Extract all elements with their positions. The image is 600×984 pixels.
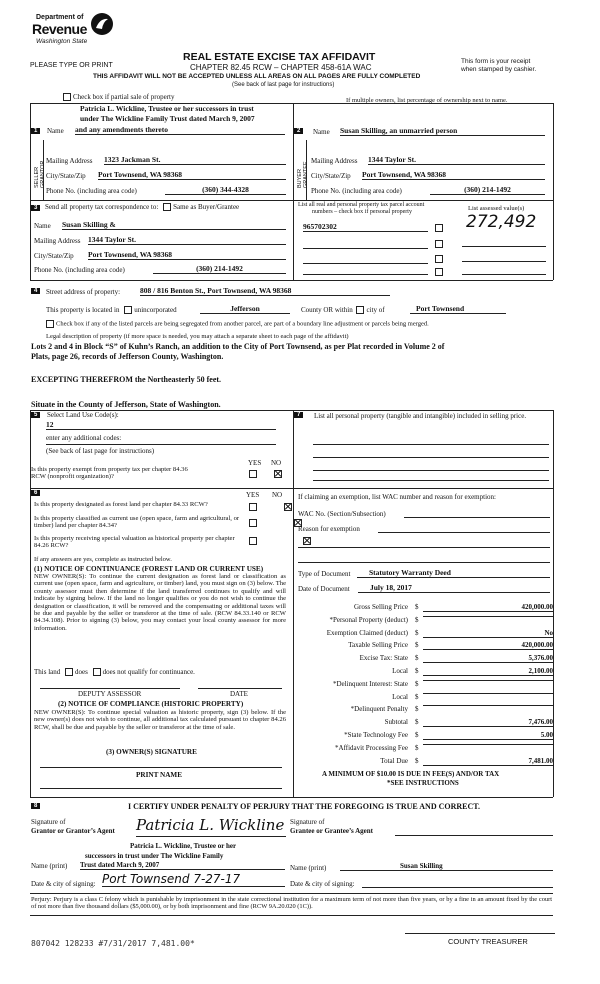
calc-row bbox=[295, 641, 553, 652]
perjury-notice: Perjury: Perjury is a class C felony which is punishable by imprisonment in the state correctional institution for a maximum term of not more than five years, or by a fine in an amount fixed by the court of not more than five thousand dollars ($5,000.00), or by both imprisonment and fine (RCW 9A.20.020 (1C)). bbox=[31, 896, 552, 911]
buyer-city-field[interactable]: Port Townsend, WA 98368 bbox=[362, 170, 545, 180]
calc-row-value[interactable]: 7,481.00 bbox=[423, 757, 553, 766]
land-use-section-number: 5 bbox=[31, 410, 40, 418]
calc-row bbox=[295, 744, 553, 755]
personal-property-line-2[interactable] bbox=[313, 449, 549, 458]
certify-section-number: 8 bbox=[31, 801, 40, 809]
grantor-print-2: successors in trust under The Wickline Family bbox=[85, 852, 224, 860]
grantor-sig-label-2: Grantor or Grantor’s Agent bbox=[31, 827, 115, 835]
section6-number: 6 bbox=[31, 488, 40, 496]
city-field[interactable]: Port Townsend bbox=[410, 304, 506, 314]
calc-row-currency: $ bbox=[415, 654, 419, 663]
buyer-mailing-field[interactable]: 1344 Taylor St. bbox=[368, 155, 545, 165]
parcels-header-2: numbers – check box if personal property bbox=[312, 209, 412, 215]
legal-desc-3: EXCEPTING THEREFROM the Northeasterly 50 feet. bbox=[31, 375, 222, 384]
grantor-print-1: Patricia L. Wickline, Trustee or her bbox=[130, 842, 237, 850]
multiple-owners-note: If multiple owners, list percentage of ownership next to name. bbox=[346, 97, 508, 104]
grantor-date-city-label: Date & city of signing: bbox=[31, 880, 96, 888]
parcel-number-3[interactable] bbox=[303, 255, 428, 264]
assessor-date-label: DATE bbox=[230, 690, 248, 698]
parcel-number-2[interactable] bbox=[303, 240, 428, 249]
grantee-date-city-field[interactable] bbox=[362, 879, 553, 888]
s6-yes-header: YES bbox=[246, 491, 260, 499]
calc-row-label: *Personal Property (deduct) bbox=[329, 615, 408, 624]
calc-row bbox=[295, 603, 553, 614]
partial-sale-label: Check box if partial sale of property bbox=[73, 93, 175, 101]
grantor-date-city-field[interactable]: Port Townsend 7-27-17 bbox=[102, 872, 285, 887]
calc-row bbox=[295, 616, 553, 627]
cashier-stamp: 807042 128233 #7/31/2017 7,481.00* bbox=[31, 939, 195, 948]
logo-state: Washington State bbox=[36, 38, 88, 45]
personal-property-line-4[interactable] bbox=[313, 474, 549, 481]
same-as-buyer-checkbox[interactable] bbox=[163, 203, 171, 211]
assessed-value-4[interactable] bbox=[462, 268, 546, 275]
calc-row-label: *Delinquent Interest: State bbox=[332, 679, 408, 688]
calc-row-currency: $ bbox=[415, 743, 419, 752]
calc-row-label: *State Technology Fee bbox=[344, 731, 408, 739]
located-row: This property is located in unincorporated bbox=[46, 306, 177, 314]
notice2-title: (2) NOTICE OF COMPLIANCE (HISTORIC PROPERTY) bbox=[58, 700, 244, 708]
buyer-section-number: 2 bbox=[294, 126, 303, 134]
historic-question: Is this property receiving special valuation as historical property per chapter 84.26 RCW? bbox=[34, 535, 235, 550]
dor-emblem-icon bbox=[90, 12, 114, 36]
deputy-assessor-label: DEPUTY ASSESSOR bbox=[78, 690, 142, 698]
notice2-text: NEW OWNER(S): To continue special valuation as historic property, sign (3) below. If the new owner(s) does not wish to continue, all additional tax calculated pursuant to chapter 84.26 RCW, shall be due and payable by the seller or transferor at the time of sale. bbox=[34, 709, 286, 731]
notice1-title: (1) NOTICE OF CONTINUANCE (FOREST LAND OR CURRENT USE) bbox=[34, 565, 264, 573]
calc-row-value[interactable]: 420,000.00 bbox=[423, 603, 553, 612]
calc-row-value[interactable] bbox=[423, 705, 553, 706]
calc-row bbox=[295, 667, 553, 678]
seller-phone-label: Phone No. (including area code) bbox=[46, 187, 137, 195]
grantee-sig-label-1: Signature of bbox=[290, 818, 325, 826]
receipt-note-1: This form is your receipt bbox=[461, 58, 531, 65]
parcel-number-1[interactable]: 965702302 bbox=[303, 222, 428, 232]
tax-corr-phone-field[interactable]: (360) 214-1492 bbox=[153, 264, 286, 274]
county-treasurer-label: COUNTY TREASURER bbox=[448, 937, 528, 946]
calc-row-currency: $ bbox=[415, 756, 419, 765]
tax-corr-city-label: City/State/Zip bbox=[34, 252, 74, 260]
section7-number: 7 bbox=[294, 410, 303, 418]
forest-question: Is this property designated as forest land per chapter 84.33 RCW? bbox=[34, 501, 208, 508]
seller-phone-field[interactable]: (360) 344-4328 bbox=[165, 185, 286, 195]
owner-signature-label: (3) OWNER(S) SIGNATURE bbox=[106, 748, 197, 756]
assessed-value-1[interactable]: 272,492 bbox=[466, 212, 537, 232]
see-back-note: (See back of last page for instructions) bbox=[232, 82, 335, 88]
calc-row-label: Excise Tax: State bbox=[359, 654, 408, 663]
additional-codes-field[interactable] bbox=[46, 443, 276, 445]
calc-row-value[interactable] bbox=[423, 616, 553, 617]
land-use-code-field[interactable]: 12 bbox=[46, 420, 276, 430]
exempt-no-checkbox[interactable] bbox=[274, 470, 282, 478]
s6-no-header: NO bbox=[272, 491, 283, 499]
dor-logo bbox=[32, 12, 118, 52]
form-title: REAL ESTATE EXCISE TAX AFFIDAVIT bbox=[183, 51, 376, 63]
land-use-no-header: NO bbox=[271, 459, 282, 467]
buyer-phone-field[interactable]: (360) 214-1492 bbox=[430, 185, 545, 195]
owner-signature-field[interactable] bbox=[40, 758, 282, 768]
please-type: PLEASE TYPE OR PRINT bbox=[30, 62, 113, 69]
grantee-sig-label-2: Grantee or Grantee’s Agent bbox=[290, 827, 374, 835]
assessed-value-2[interactable] bbox=[462, 240, 546, 247]
grantor-print-3[interactable]: Trust dated March 9, 2007 bbox=[80, 861, 285, 870]
grantor-sig-label-1: Signature of bbox=[31, 818, 66, 826]
land-use-label: Select Land Use Code(s): bbox=[47, 411, 119, 419]
calc-row bbox=[295, 680, 553, 691]
seller-mailing-field[interactable]: 1323 Jackman St. bbox=[104, 155, 286, 165]
calc-row-label: *Affidavit Processing Fee bbox=[335, 743, 408, 752]
tax-corr-mailing-label: Mailing Address bbox=[34, 237, 81, 245]
grantor-signature[interactable]: Patricia L. Wickline bbox=[136, 816, 285, 834]
calc-row-currency: $ bbox=[415, 718, 419, 727]
reason-label: Reason for exemption bbox=[298, 525, 360, 533]
calc-row bbox=[295, 705, 553, 716]
tax-corr-name-label: Name bbox=[34, 222, 51, 230]
calc-row-currency: $ bbox=[415, 615, 419, 624]
seller-city-label: City/State/Zip bbox=[46, 172, 86, 180]
seller-city-field[interactable]: Port Townsend, WA 98368 bbox=[98, 170, 286, 180]
exemption-label: If claiming an exemption, list WAC number and reason for exemption: bbox=[298, 493, 496, 501]
calc-row bbox=[295, 718, 553, 729]
personal-property-line-3[interactable] bbox=[313, 462, 549, 471]
certify-statement: I CERTIFY UNDER PENALTY OF PERJURY THAT THE FOREGOING IS TRUE AND CORRECT. bbox=[128, 802, 481, 811]
continuance-row: This land does does not qualify for continuance. bbox=[34, 668, 195, 676]
calc-row-currency: $ bbox=[415, 679, 419, 688]
logo-revenue: Revenue bbox=[32, 21, 87, 37]
seller-mailing-label: Mailing Address bbox=[46, 157, 93, 165]
tax-corr-name-field[interactable]: Susan Skilling & bbox=[62, 220, 286, 230]
land-use-yes-header: YES bbox=[248, 459, 262, 467]
form-subtitle: CHAPTER 82.45 RCW – CHAPTER 458-61A WAC bbox=[190, 63, 372, 72]
buyer-name-field[interactable]: Susan Skilling, an unmarried person bbox=[340, 126, 545, 136]
calc-row-label: Gross Selling Price bbox=[353, 603, 408, 611]
calc-row-currency: $ bbox=[415, 692, 419, 701]
calc-row-currency: $ bbox=[415, 628, 419, 637]
segregated-row: Check box if any of the listed parcels are being segregated from another parcel, are part of a boundary line adjustment or parcels being merged. bbox=[46, 320, 429, 328]
land-use-see-back: (See back of last page for instructions) bbox=[46, 447, 155, 455]
tax-corr-mailing-field[interactable]: 1344 Taylor St. bbox=[88, 235, 286, 245]
buyer-phone-label: Phone No. (including area code) bbox=[311, 187, 402, 195]
additional-codes-label: enter any additional codes: bbox=[46, 434, 122, 442]
buyer-mailing-label: Mailing Address bbox=[311, 157, 358, 165]
calc-row bbox=[295, 693, 553, 704]
calc-row-currency: $ bbox=[415, 603, 419, 611]
partial-sale-row[interactable] bbox=[63, 93, 174, 101]
county-or-row: County OR within city of bbox=[301, 306, 385, 314]
assessed-value-3[interactable] bbox=[462, 255, 546, 262]
parcel-2-personal-checkbox[interactable] bbox=[435, 240, 443, 248]
parcel-4-personal-checkbox[interactable] bbox=[435, 268, 443, 276]
form-warning: THIS AFFIDAVIT WILL NOT BE ACCEPTED UNLESS ALL AREAS ON ALL PAGES ARE FULLY COMPLETED bbox=[93, 73, 421, 80]
calc-row-currency: $ bbox=[415, 731, 419, 739]
property-section-number: 4 bbox=[31, 286, 40, 294]
calc-row-currency: $ bbox=[415, 705, 419, 714]
calc-row-label: Taxable Selling Price bbox=[348, 641, 408, 650]
reason-field[interactable] bbox=[378, 523, 550, 533]
does-not-qualify-checkbox[interactable] bbox=[93, 668, 101, 676]
legal-desc-2: Plats, page 26, records of Jefferson County, Washington. bbox=[31, 352, 224, 361]
seller-section-number: 1 bbox=[31, 126, 40, 134]
notice1-text: NEW OWNER(S): To continue the current designation as forest land or classification as current use (open space, farm and agriculture, or timber) land, you must sign on (3) below. The county assessor must then determine if the land transferred continues to qualify and will indicate by signing below. If the land no longer qualifies or you do not wish to continue the designation or classification, it will be removed and the compensating or additional taxes will be due and payable by the seller or transferor at the time of sale. (RCW 84.33.140 or RCW 84.34.108). Prior to signing (3) below, you may contact your local county assessor for more information. bbox=[34, 573, 286, 632]
current-use-question: Is this property classified as current use (open space, farm and agricultural, or timber) land per chapter 84.34? bbox=[34, 515, 240, 530]
doc-date-label: Date of Document bbox=[298, 585, 350, 593]
calc-row-value[interactable]: 2,100.00 bbox=[423, 667, 553, 676]
calc-row-value[interactable]: 420,000.00 bbox=[423, 641, 553, 650]
calc-row-value[interactable]: No bbox=[423, 629, 553, 638]
calc-row bbox=[295, 629, 553, 640]
grantee-signature-field[interactable] bbox=[395, 826, 553, 836]
grantee-name-print-field[interactable]: Susan Skilling bbox=[340, 862, 553, 871]
segregated-checkbox[interactable] bbox=[46, 320, 54, 328]
owner-print-name-field[interactable] bbox=[40, 782, 282, 789]
historic-yes-checkbox[interactable] bbox=[249, 537, 257, 545]
reason-field-2[interactable] bbox=[298, 541, 550, 548]
calc-row bbox=[295, 654, 553, 665]
legal-desc-1: Lots 2 and 4 in Block “S” of Kuhn’s Ranch, an addition to the City of Port Townsend, as per Plat recorded in Volume 2 of bbox=[31, 342, 445, 351]
tax-corr-label: Send all property tax correspondence to: Same as Buyer/Grantee bbox=[45, 203, 240, 211]
forest-no-checkbox[interactable] bbox=[284, 503, 292, 511]
grantor-name-print-label: Name (print) bbox=[31, 862, 68, 870]
wac-field[interactable] bbox=[404, 508, 550, 518]
calc-row-label: Exemption Claimed (deduct) bbox=[326, 628, 408, 637]
if-yes-note: If any answers are yes, complete as instructed below. bbox=[34, 556, 172, 563]
calc-row-currency: $ bbox=[415, 641, 419, 650]
unincorporated-checkbox[interactable] bbox=[124, 306, 132, 314]
exempt-question: Is this property exempt from property tax per chapter 84.36 RCW (nonprofit organization)? bbox=[31, 466, 188, 481]
personal-property-label: List all personal property (tangible and intangible) included in selling price. bbox=[314, 412, 527, 420]
legal-label: Legal description of property (if more space is needed, you may attach a separate sheet to each page of the affidavit) bbox=[46, 333, 349, 340]
calc-row-value[interactable] bbox=[423, 680, 553, 681]
see-instructions-note: *SEE INSTRUCTIONS bbox=[387, 779, 459, 787]
calc-row bbox=[295, 731, 553, 742]
partial-sale-checkbox[interactable] bbox=[63, 93, 71, 101]
city-of-checkbox[interactable] bbox=[356, 306, 364, 314]
tax-corr-city-field[interactable]: Port Townsend, WA 98368 bbox=[88, 250, 286, 260]
same-as-buyer-label: Same as Buyer/Grantee bbox=[173, 203, 240, 211]
seller-name-line2: under The Wickline Family Trust dated March 9, 2007 bbox=[80, 114, 255, 123]
tax-corr-phone-label: Phone No. (including area code) bbox=[34, 266, 125, 274]
calc-row-value[interactable]: 5,376.00 bbox=[423, 654, 553, 663]
doc-date-field[interactable]: July 18, 2017 bbox=[358, 583, 550, 593]
reason-field-3[interactable] bbox=[298, 556, 550, 563]
tax-corr-section-number: 3 bbox=[31, 203, 40, 211]
personal-property-line-1[interactable] bbox=[313, 436, 549, 445]
doc-type-label: Type of Document bbox=[298, 570, 351, 578]
county-field[interactable]: Jefferson bbox=[200, 304, 290, 314]
minimum-fee-note: A MINIMUM OF $10.00 IS DUE IN FEE(S) AND/OR TAX bbox=[322, 770, 500, 778]
street-address-field[interactable]: 808 / 816 Benton St., Port Townsend, WA 98368 bbox=[140, 286, 390, 296]
buyer-city-label: City/State/Zip bbox=[311, 172, 351, 180]
assessed-header: List assessed value(s) bbox=[468, 205, 525, 212]
parcel-number-4[interactable] bbox=[303, 270, 428, 275]
parcels-header-1: List all real and personal property tax parcel account bbox=[298, 202, 425, 208]
exempt-yes-checkbox[interactable] bbox=[249, 470, 257, 478]
grantee-name-print-label: Name (print) bbox=[290, 864, 327, 872]
calc-row-label: Total Due bbox=[380, 756, 408, 765]
does-qualify-checkbox[interactable] bbox=[65, 668, 73, 676]
buyer-side-label: BUYER GRANTEE bbox=[297, 161, 309, 188]
current-use-yes-checkbox[interactable] bbox=[249, 519, 257, 527]
print-name-label: PRINT NAME bbox=[136, 771, 182, 779]
doc-type-field[interactable]: Statutory Warranty Deed bbox=[357, 568, 550, 578]
parcel-1-personal-checkbox[interactable] bbox=[435, 224, 443, 232]
buyer-name-label: Name bbox=[313, 128, 330, 136]
parcel-3-personal-checkbox[interactable] bbox=[435, 255, 443, 263]
logo-dept: Department of bbox=[36, 14, 84, 21]
calc-row-currency: $ bbox=[415, 667, 419, 675]
grantee-date-city-label: Date & city of signing: bbox=[290, 880, 355, 888]
street-label: Street address of property: bbox=[46, 288, 121, 296]
seller-name-label: Name bbox=[47, 127, 64, 135]
calc-row-label: Subtotal bbox=[384, 718, 408, 727]
calc-row-value[interactable] bbox=[423, 693, 553, 694]
seller-side-label: SELLER GRANTOR bbox=[34, 160, 46, 188]
calc-row-value[interactable]: 7,476.00 bbox=[423, 718, 553, 727]
legal-desc-4: Situate in the County of Jefferson, State of Washington. bbox=[31, 400, 221, 409]
seller-name-line1: Patricia L. Wickline, Trustee or her successors in trust bbox=[80, 104, 254, 113]
calc-row-label: *Delinquent Penalty bbox=[350, 705, 408, 714]
calc-row-value[interactable] bbox=[423, 744, 553, 745]
calc-row-label: Local bbox=[392, 692, 408, 701]
receipt-note-2: when stamped by cashier. bbox=[461, 66, 537, 73]
calc-row-label: Local bbox=[392, 667, 408, 675]
calc-row bbox=[295, 757, 553, 768]
calc-row-value[interactable]: 5.00 bbox=[423, 731, 553, 740]
wac-label: WAC No. (Section/Subsection) bbox=[298, 510, 386, 518]
forest-yes-checkbox[interactable] bbox=[249, 503, 257, 511]
seller-name-field[interactable]: and any amendments thereto bbox=[75, 125, 285, 135]
